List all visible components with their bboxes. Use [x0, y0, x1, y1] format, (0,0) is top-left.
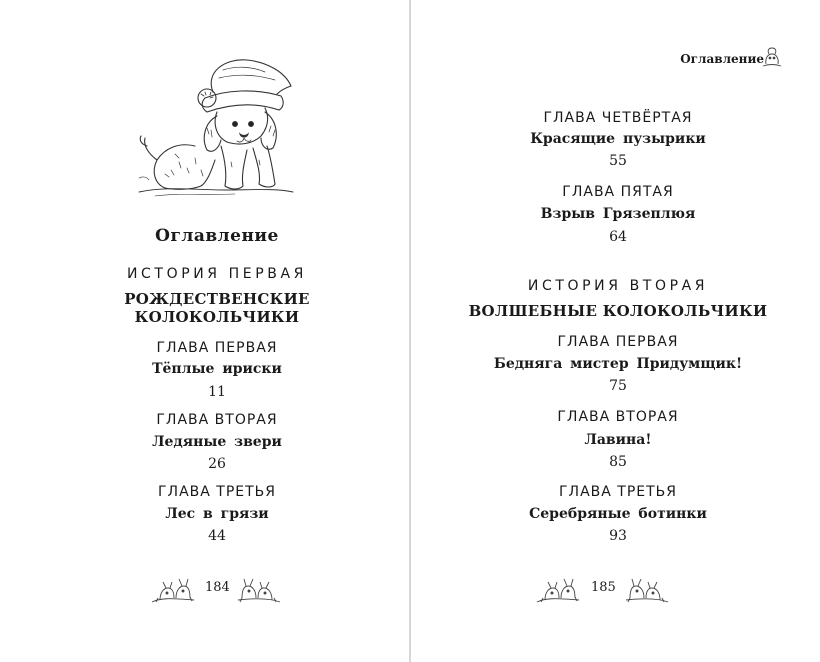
chapter-page-number: 26 [208, 456, 226, 472]
chapter-name: Красящие пузырики [530, 131, 706, 147]
chapter-name: Серебряные ботинки [529, 506, 707, 522]
chapter-page-number: 85 [609, 454, 627, 470]
story-title-line-1: РОЖДЕСТВЕНСКИЕ [124, 290, 310, 308]
running-header: Оглавление [680, 52, 764, 66]
chapter-label: ГЛАВА ТРЕТЬЯ [158, 484, 276, 500]
reindeer-ornament-icon [150, 576, 196, 604]
chapter-label: ГЛАВА ПЯТАЯ [562, 184, 674, 200]
chapter-page-number: 75 [609, 378, 627, 394]
page-number: 185 [591, 580, 616, 595]
reindeer-ornament-icon [236, 576, 282, 604]
chapter-name: Лавина! [584, 432, 652, 448]
toc-title: Оглавление [155, 226, 279, 246]
chapter-label: ГЛАВА ВТОРАЯ [557, 409, 679, 425]
chapter-page-number: 55 [609, 153, 627, 169]
story-label: ИСТОРИЯ ВТОРАЯ [527, 278, 709, 294]
story-title-line-2: КОЛОКОЛЬЧИКИ [134, 308, 300, 326]
chapter-page-number: 64 [609, 229, 627, 245]
chapter-name: Взрыв Грязеплюя [540, 206, 696, 222]
page-number: 184 [205, 580, 230, 595]
reindeer-ornament-icon [535, 576, 581, 604]
chapter-page-number: 93 [609, 528, 627, 544]
reindeer-ornament-icon [624, 576, 670, 604]
chapter-label: ГЛАВА ВТОРАЯ [156, 412, 278, 428]
chapter-name: Ледяные звери [152, 434, 282, 450]
chapter-page-number: 11 [208, 384, 226, 400]
story-label: ИСТОРИЯ ПЕРВАЯ [126, 266, 308, 282]
chapter-label: ГЛАВА ЧЕТВЁРТАЯ [543, 110, 693, 126]
chapter-page-number: 44 [208, 528, 226, 544]
chapter-name: Тёплые ириски [152, 361, 282, 377]
story-title: ВОЛШЕБНЫЕ КОЛОКОЛЬЧИКИ [468, 302, 768, 320]
chapter-label: ГЛАВА ПЕРВАЯ [156, 340, 278, 356]
chapter-label: ГЛАВА ПЕРВАЯ [557, 334, 679, 350]
chapter-label: ГЛАВА ТРЕТЬЯ [559, 484, 677, 500]
right-page [411, 0, 820, 662]
chapter-name: Бедняга мистер Придумщик! [493, 356, 743, 372]
chapter-name: Лес в грязи [165, 506, 269, 522]
